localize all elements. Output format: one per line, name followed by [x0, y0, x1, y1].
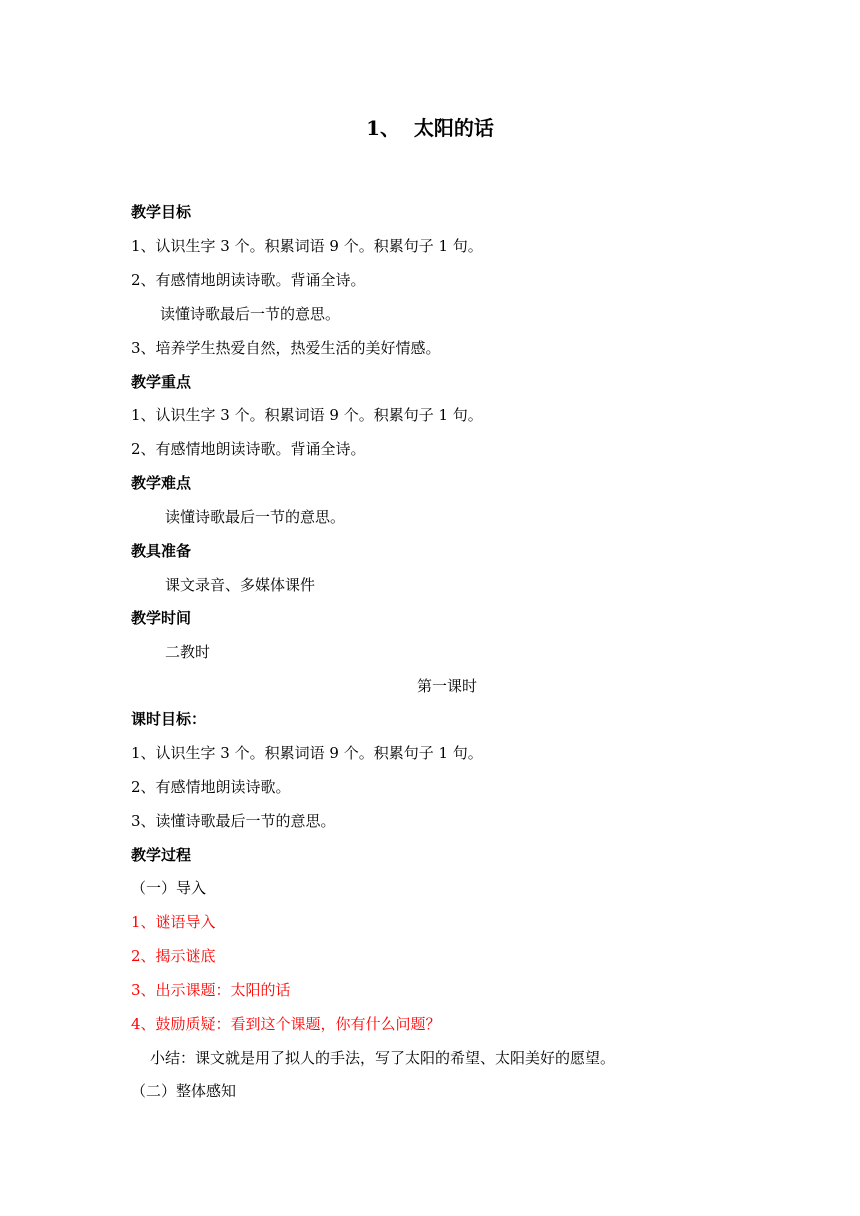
process-step: 2、揭示谜底	[131, 947, 216, 965]
goals-heading: 教学目标	[131, 203, 192, 221]
process-section-intro: （一）导入	[131, 879, 207, 897]
lesson-goals-item: 2、有感情地朗读诗歌。	[131, 778, 291, 796]
goals-item: 1、认识生字 3 个。积累词语 9 个。积累句子 1 句。	[131, 237, 483, 255]
goals-item: 3、培养学生热爱自然，热爱生活的美好情感。	[131, 339, 441, 357]
lesson-goals-item: 3、读懂诗歌最后一节的意思。	[131, 812, 336, 830]
document-title: 1、 太阳的话	[366, 116, 494, 140]
time-heading: 教学时间	[131, 609, 192, 627]
process-step: 4、鼓励质疑：看到这个课题，你有什么问题？	[131, 1015, 441, 1033]
materials-text: 课文录音、多媒体课件	[165, 576, 316, 594]
difficulties-heading: 教学难点	[131, 474, 192, 492]
difficulties-text: 读懂诗歌最后一节的意思。	[165, 508, 346, 526]
time-text: 二教时	[165, 643, 211, 661]
process-heading: 教学过程	[131, 846, 192, 864]
materials-heading: 教具准备	[131, 542, 192, 560]
goals-item: 2、有感情地朗读诗歌。背诵全诗。	[131, 271, 366, 289]
lesson-goals-heading: 课时目标：	[131, 710, 207, 728]
process-step: 1、谜语导入	[131, 913, 216, 931]
lesson-goals-item: 1、认识生字 3 个。积累词语 9 个。积累句子 1 句。	[131, 744, 483, 762]
key-points-item: 2、有感情地朗读诗歌。背诵全诗。	[131, 440, 366, 458]
key-points-heading: 教学重点	[131, 373, 192, 391]
process-section-overview: （二）整体感知	[131, 1082, 237, 1100]
goals-item: 读懂诗歌最后一节的意思。	[160, 305, 341, 323]
process-step: 3、出示课题：太阳的话	[131, 981, 291, 999]
key-points-item: 1、认识生字 3 个。积累词语 9 个。积累句子 1 句。	[131, 406, 483, 424]
lesson-label: 第一课时	[416, 677, 477, 695]
process-summary: 小结：课文就是用了拟人的手法，写了太阳的希望、太阳美好的愿望。	[150, 1049, 616, 1067]
